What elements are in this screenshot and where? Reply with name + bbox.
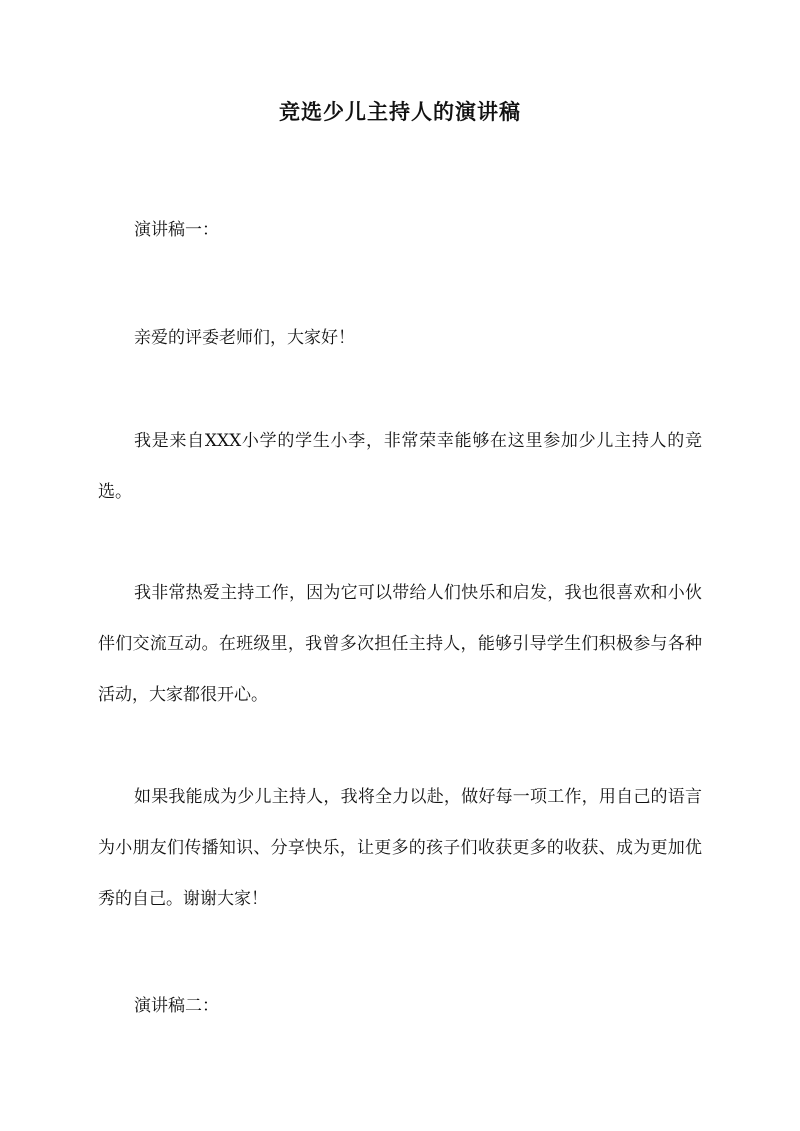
greeting-text: 亲爱的评委老师们，大家好！ xyxy=(134,328,355,348)
section-heading-2: 演讲稿二： xyxy=(134,996,219,1016)
paragraph-2: 我非常热爱主持工作，因为它可以带给人们快乐和启发，我也很喜欢和小伙伴们交流互动。在班级里，我曾多次担任主持人，能够引导学生们积极参与各种活动，大家都很开心。 xyxy=(98,583,702,705)
section-heading-1: 演讲稿一： xyxy=(134,220,219,240)
paragraph-3: 如果我能成为少儿主持人，我将全力以赴，做好每一项工作，用自己的语言为小朋友们传播知识、分享快乐，让更多的孩子们收获更多的收获、成为更加优秀的自己。谢谢大家！ xyxy=(98,787,702,909)
document-title: 竞选少儿主持人的演讲稿 xyxy=(279,99,521,124)
paragraph-1: 我是来自XXX小学的学生小李，非常荣幸能够在这里参加少儿主持人的竞选。 xyxy=(98,431,702,502)
